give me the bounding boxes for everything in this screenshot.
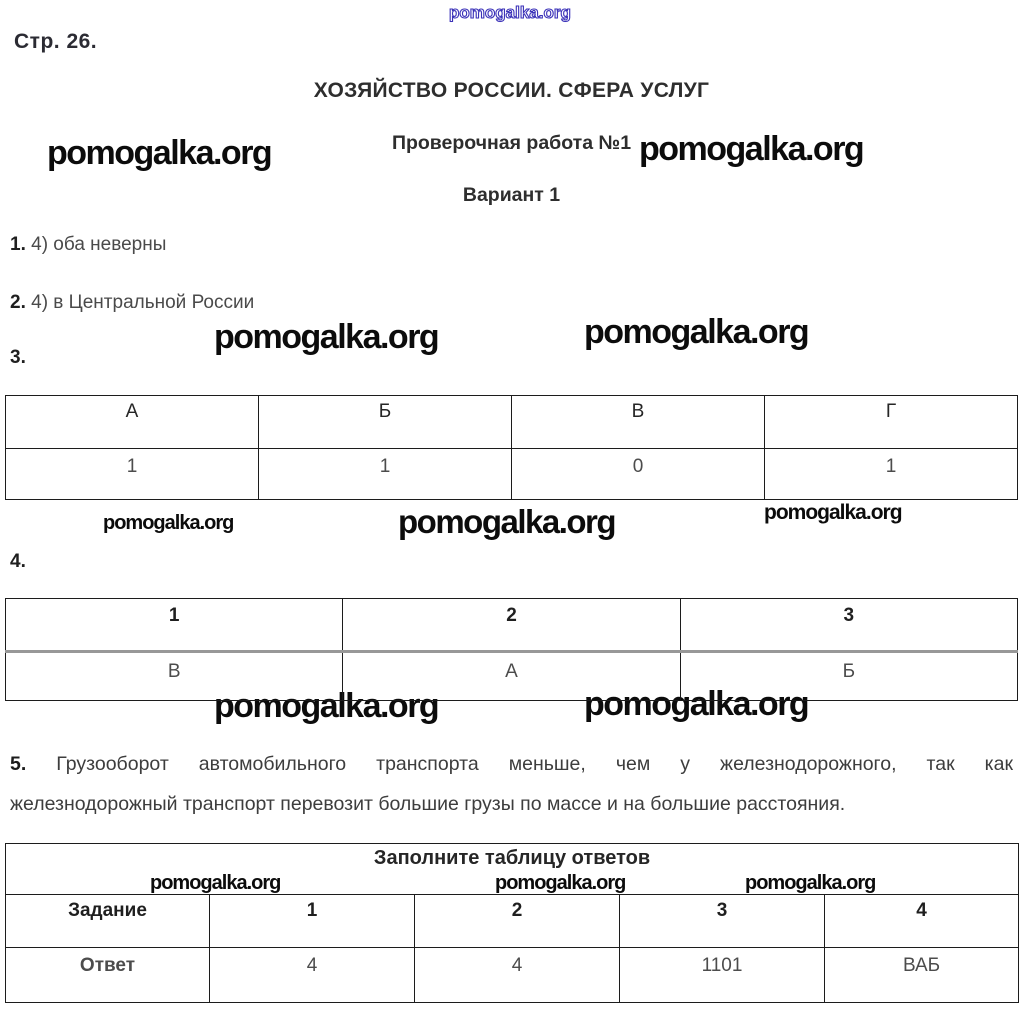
answer-table-header-row [6,895,1019,948]
watermark: pomogalka.org [47,134,272,172]
answer-5-line2: железнодорожный транспорт перевозит большие грузы по массе и на большие расстояния. [10,793,846,815]
table-header-cell: 2 [343,599,680,652]
answer-value-cell: ВАБ [825,948,1019,1003]
doc-subtitle: Проверочная работа №1 [391,132,632,154]
item-number: 1. [10,234,26,255]
answer-value-cell: 4 [210,948,415,1003]
table-header-cell: В [512,396,765,449]
table-value-cell: 1 [765,449,1018,500]
table-value-cell: В [6,652,343,701]
page-label: Стр. 26. [14,30,98,53]
answer-value-cell: 1101 [620,948,825,1003]
watermark: pomogalka.org [764,501,902,524]
table-header-cell: А [6,396,259,449]
variant-label: Вариант 1 [462,184,561,206]
task-number-cell: 4 [825,895,1019,948]
doc-title: ХОЗЯЙСТВО РОССИИ. СФЕРА УСЛУГ [313,79,710,102]
table-value-cell: А [343,652,680,701]
watermark: pomogalka.org [639,130,864,168]
table-header-cell: Б [259,396,512,449]
answer-item-2 [10,292,254,314]
answer-item-4-label: 4. [10,551,26,572]
task-number-cell: 2 [415,895,620,948]
answer-table-value-row [6,948,1019,1003]
q4-table-value-row [6,652,1018,701]
item-text: 4) оба неверны [25,234,167,255]
table-header-cell: 3 [680,599,1017,652]
q3-table [5,395,1018,500]
answer-item-3-label: 3. [10,347,26,368]
task-label-cell: Задание [6,895,210,948]
task-number-cell: 1 [210,895,415,948]
table-value-cell: 1 [259,449,512,500]
answer-item-1 [10,234,166,256]
table-value-cell: Б [680,652,1017,701]
watermark: pomogalka.org [584,685,809,723]
answer-table-title: Заполните таблицу ответов [6,844,1019,895]
q4-table-header-row [6,599,1018,652]
answer-table [5,843,1019,1003]
watermark: pomogalka.org [150,872,281,894]
q4-table [5,598,1018,701]
answer-value-cell: 4 [415,948,620,1003]
item-number: 2. [10,292,26,313]
watermark: pomogalka.org [214,687,439,725]
table-header-cell: 1 [6,599,343,652]
watermark: pomogalka.org [398,503,616,540]
table-value-cell: 0 [512,449,765,500]
watermark: pomogalka.org [495,872,626,894]
item-number: 5. [10,753,27,775]
table-value-cell: 1 [6,449,259,500]
answer-table-title-row [6,844,1019,895]
item-text: Грузооборот автомобильного транспорта меньше, чем у железнодорожного, так как [26,753,1013,775]
watermark: pomogalka.org [745,872,876,894]
item-text: 4) в Центральной России [25,292,255,313]
answer-5-line1 [10,753,1013,793]
q3-table-value-row [6,449,1018,500]
watermark: pomogalka.org [214,318,439,356]
watermark: pomogalka.org [103,512,234,534]
task-number-cell: 3 [620,895,825,948]
answer-label-cell: Ответ [6,948,210,1003]
watermark-top-blue: pomogalka.org [449,3,571,22]
answer-item-5 [10,753,1013,833]
q3-table-header-row [6,396,1018,449]
watermark: pomogalka.org [584,313,809,351]
table-header-cell: Г [765,396,1018,449]
